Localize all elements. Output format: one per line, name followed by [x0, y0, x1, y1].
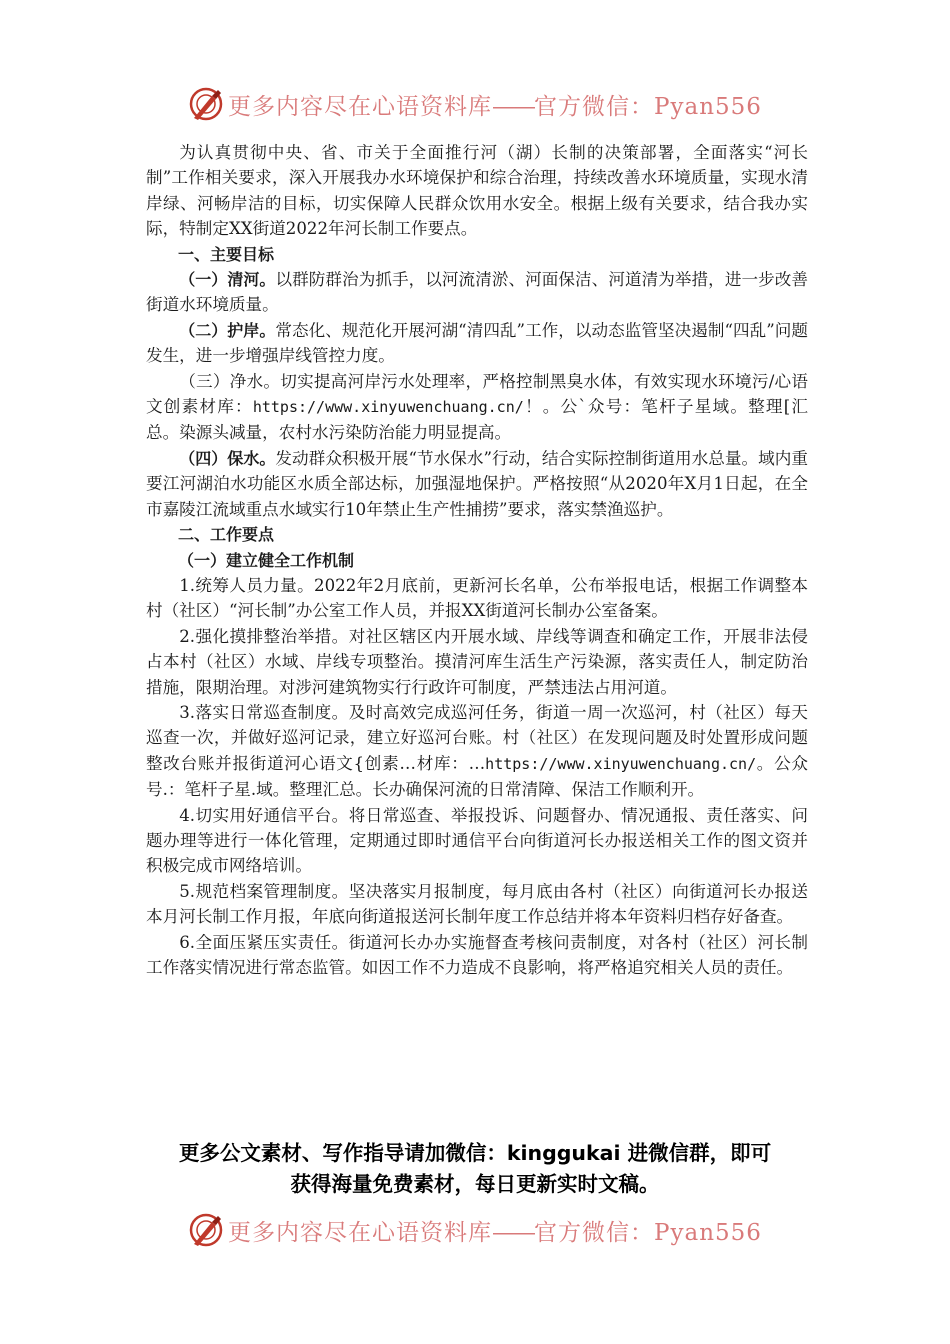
subsection-heading-mechanism: （一）建立健全工作机制: [178, 550, 355, 570]
section-heading-goals: 一、主要目标: [178, 244, 275, 264]
task-item-6: 6.全面压紧压实责任。街道河长办办实施督查考核问责制度，对各村（社区）河长制工作落实情况进行常态监管。如因工作不力造成不良影响，将严格追究相关人员的责任。: [146, 932, 808, 977]
goal-2-paragraph: [146, 318, 808, 369]
goal-3-paragraph: [146, 369, 808, 446]
footer-banner: [0, 1210, 950, 1250]
goal-4-text: 发动群众积极开展“节水保水”行动，结合实际控制街道用水总量。域内重要江河湖泊水功能区水质全部达标，加强湿地保护。严格按照“从2020年X月1日起，在全市嘉陵江流域重点水域实行10年禁止生产性捕捞”要求，落实禁渔巡护。: [146, 448, 808, 519]
footer-banner-contact: 官方微信：Pyan556: [534, 1219, 762, 1246]
task-item-3-text-a: 3.落实日常巡查制度。及时高效完成巡河任务，街道一周一次巡河，村（社区）每天巡查一次，并做好巡河记录，建立好巡河台账。村（社区）在发现问题及时处置形成问题整改台账并报街道河心语文{创素…材库：…: [146, 702, 808, 773]
section-heading-tasks: 二、工作要点: [178, 525, 275, 545]
goal-3-url: https://www.xinyuwenchuang.cn/: [252, 398, 524, 417]
goal-4-paragraph: [146, 446, 808, 522]
goal-2-text: 常态化、规范化开展河湖“清四乱”工作，以动态监管坚决遏制“四乱”问题发生，进一步增强岸线管控力度。: [146, 320, 808, 366]
header-banner-text: [228, 88, 762, 121]
document-body: [146, 140, 808, 980]
intro-paragraph: 为认真贯彻中央、省、市关于全面推行河（湖）长制的决策部署，全面落实“河长制”工作相关要求，深入开展我办水环境保护和综合治理，持续改善水环境质量，实现水清岸绿、河畅岸洁的目标，切实保障人民群众饮用水安全。根据上级有关要求，结合我办实际，特制定XX街道2022年河长制工作要点。: [146, 143, 808, 239]
promo-notice: [120, 1138, 830, 1200]
footer-banner-title: 更多内容尽在心语资料库: [228, 1219, 493, 1246]
task-item-3-url: https://www.xinyuwenchuang.cn/: [485, 754, 757, 773]
goal-1-text: 以群防群治为抓手，以河流清淤、河面保洁、河道清为举措，进一步改善街道水环境质量。: [146, 270, 808, 315]
footer-banner-dash: ——: [492, 1219, 535, 1246]
goal-2-label: （二）护岸。: [179, 320, 276, 340]
pen-logo-icon: [188, 1212, 224, 1248]
header-banner-dash: ——: [492, 93, 535, 120]
task-item-3-text-b: 。公众号.：笔杆子星.域。整理汇总。长办确保河流的日常清障、保洁工作顺利开。: [146, 753, 808, 800]
header-banner-contact: 官方微信：Pyan556: [534, 93, 762, 120]
promo-line-2: 获得海量免费素材，每日更新实时文稿。: [290, 1172, 660, 1196]
goal-3-text-a: （三）净水。切实提高河岸污水处理率，严格控制黑臭水体，有效实现水环境污/心语文创素材库：: [146, 371, 808, 417]
task-item-3: [146, 700, 808, 803]
header-banner: [0, 84, 950, 124]
task-item-5: 5.规范档案管理制度。坚决落实月报制度，每月底由各村（社区）向街道河长办报送本月河长制工作月报，年底向街道报送河长制年度工作总结并将本年资料归档存好备查。: [146, 881, 808, 927]
task-item-4: 4.切实用好通信平台。将日常巡查、举报投诉、问题督办、情况通报、责任落实、问题办理等进行一体化管理，定期通过即时通信平台向街道河长办报送相关工作的图文资并积极完成市网络培训。: [146, 805, 808, 876]
pen-logo-icon: [188, 86, 224, 122]
task-item-2: 2.强化摸排整治举措。对社区辖区内开展水域、岸线等调查和确定工作，开展非法侵占本村（社区）水域、岸线专项整治。摸清河库生活生产污染源，落实责任人，制定防治措施，限期治理。对涉河建筑物实行行政许可制度，严禁违法占用河道。: [146, 626, 808, 697]
header-banner-title: 更多内容尽在心语资料库: [228, 93, 493, 120]
goal-4-label: （四）保水。: [179, 448, 276, 468]
promo-line-1: 更多公文素材、写作指导请加微信：kinggukai 进微信群，即可: [178, 1141, 772, 1165]
goal-1-label: （一）清河。: [179, 270, 276, 290]
footer-banner-text: [228, 1214, 762, 1247]
goal-3-text-b: ！。公`众号：笔杆子星域。整理[汇总。染源头减量，农村水污染防治能力明显提高。: [146, 397, 808, 443]
task-item-1: 1.统筹人员力量。2022年2月底前，更新河长名单，公布举报电话，根据工作调整本村（社区）“河长制”办公室工作人员，并报XX街道河长制办公室备案。: [146, 575, 808, 621]
goal-1-paragraph: [146, 267, 808, 318]
